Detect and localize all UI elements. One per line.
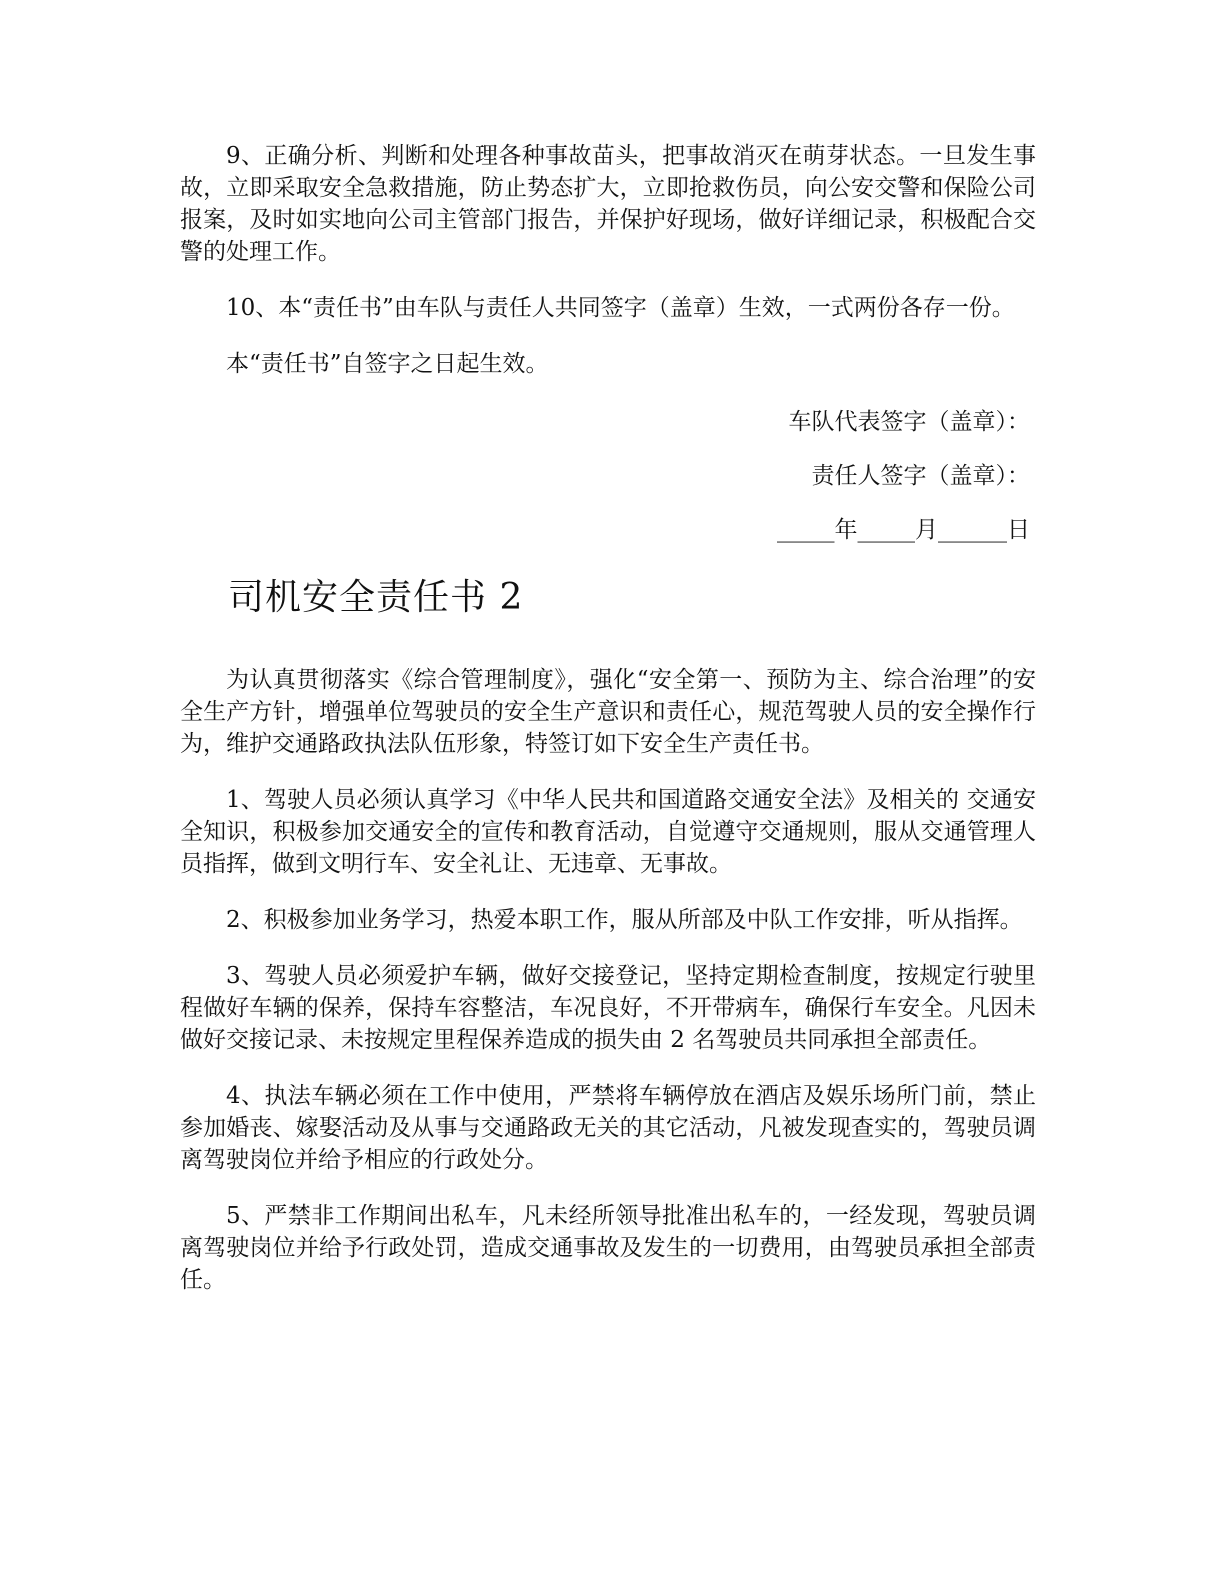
date-line: _____年_____月______日 [777,517,1030,543]
clause-9-paragraph: 9、正确分析、判断和处理各种事故苗头，把事故消灭在萌芽状态。一旦发生事故，立即采取安全急救措施，防止势态扩大，立即抢救伤员，向公安交警和保险公司报案，及时如实地向公司主管部门报告，并保护好现场，做好详细记录，积极配合交警的处理工作。 [180,143,1036,265]
clause-5-paragraph: 5、严禁非工作期间出私车，凡未经所领导批准出私车的，一经发现，驾驶员调离驾驶岗位并给予行政处罚，造成交通事故及发生的一切费用，由驾驶员承担全部责任。 [180,1203,1036,1293]
document-2-body [180,664,1036,1296]
team-rep-signature-line: 车队代表签字（盖章）： [788,409,1030,435]
clause-10-paragraph: 10、本“责任书”由车队与责任人共同签字（盖章）生效，一式两份各存一份。 [226,295,1015,321]
document-title: 司机安全责任书 2 [228,577,524,618]
document-page [180,140,1036,1320]
clause-2-paragraph: 2、积极参加业务学习，热爱本职工作，服从所部及中队工作安排，听从指挥。 [226,907,1023,933]
signature-block [180,406,1036,546]
clause-4-paragraph: 4、执法车辆必须在工作中使用，严禁将车辆停放在酒店及娱乐场所门前，禁止参加婚丧、嫁娶活动及从事与交通路政无关的其它活动，凡被发现查实的，驾驶员调离驾驶岗位并给予相应的行政处分。 [180,1083,1036,1173]
clause-3-paragraph: 3、驾驶人员必须爱护车辆，做好交接登记，坚持定期检查制度，按规定行驶里程做好车辆的保养，保持车容整洁，车况良好，不开带病车，确保行车安全。凡因未做好交接记录、未按规定里程保养造成的损失由 2 名驾驶员共同承担全部责任。 [180,963,1036,1053]
effective-statement: 本“责任书”自签字之日起生效。 [226,351,549,377]
clause-1-paragraph: 1、驾驶人员必须认真学习《中华人民共和国道路交通安全法》及相关的 交通安全知识，积极参加交通安全的宣传和教育活动，自觉遵守交通规则，服从交通管理人员指挥，做到文明行车、安全礼让、无违章、无事故。 [180,787,1036,877]
preamble-paragraph: 为认真贯彻落实《综合管理制度》，强化“安全第一、预防为主、综合治理”的安全生产方针，增强单位驾驶员的安全生产意识和责任心，规范驾驶人员的安全操作行为，维护交通路政执法队伍形象，特签订如下安全生产责任书。 [180,667,1036,757]
responsible-signature-line: 责任人签字（盖章）： [811,463,1030,489]
